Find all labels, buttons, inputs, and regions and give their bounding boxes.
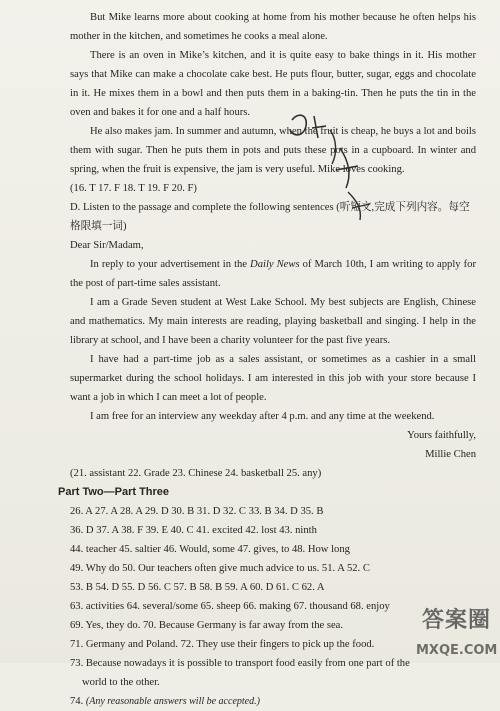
answer-line-26-35: 26. A 27. A 28. A 29. D 30. B 31. D 32. C 33. B 34. D 35. B — [70, 506, 324, 517]
letter-signature: Millie Chen — [425, 449, 476, 460]
answer-73-line-1: 73. Because nowadays it is possible to transport food easily from one part of the — [70, 658, 410, 669]
answer-line-44-48: 44. teacher 45. saltier 46. Would, some 47. gives, to 48. How long — [70, 544, 350, 555]
letter-greeting: Dear Sir/Madam, — [70, 240, 144, 251]
answer-74-note: (Any reasonable answers will be accepted.) — [85, 696, 260, 707]
letter-p1-before: In reply to your advertisement in the — [90, 259, 251, 270]
newspaper-name: Daily News — [250, 259, 300, 270]
watermark-logo: 答案圈 — [422, 608, 492, 633]
answer-line-69-70: 69. Yes, they do. 70. Because Germany is far away from the sea. — [70, 620, 344, 631]
letter-p1-after: of March 10th, I am writing to apply for the post of part-time sales assistant. — [70, 259, 476, 289]
answer-74-number: 74. — [70, 696, 86, 707]
passage-paragraph-3: He also makes jam. In summer and autumn, when the fruit is cheap, he buys a lot and boils them with sugar. Then he puts them in pots and puts these pots in a cupboard. In winter and spring, when the fruit is expensive, the jam is very useful. Mike loves cooking. — [70, 126, 476, 175]
answer-key-16-20: (16. T 17. F 18. T 19. F 20. F) — [70, 183, 197, 194]
passage-paragraph-1: But Mike learns more about cooking at home from his mother because he often helps his mother in the kitchen, and sometimes he cooks a meal alone. — [70, 12, 476, 42]
letter-closing: Yours faithfully, — [407, 430, 476, 441]
letter-paragraph-1 — [70, 255, 476, 293]
answer-line-36-43: 36. D 37. A 38. F 39. E 40. C 41. excited 42. lost 43. ninth — [70, 525, 317, 536]
page-content — [58, 8, 476, 711]
part-title: Part Two—Part Three — [58, 486, 170, 498]
answer-key-21-25: (21. assistant 22. Grade 23. Chinese 24. basketball 25. any) — [70, 468, 322, 479]
letter-paragraph-2: I am a Grade Seven student at West Lake School. My best subjects are English, Chinese and mathematics. My main interests are reading, playing basketball and singing. I help in the library at school, and I have been a charity volunteer for the past five years. — [70, 297, 476, 346]
letter-paragraph-3: I have had a part-time job as a sales assistant, or sometimes as a cashier in a small supermarket during the school holidays. I am interested in this job with your store because I want a job in which I can meet a lot of people. — [70, 354, 476, 403]
answer-73 — [70, 654, 476, 692]
section-d-instruction: D. Listen to the passage and complete the following sentences (听短文,完成下列内容。每空格限填一词) — [70, 202, 470, 232]
watermark-url: MXQE.COM — [416, 643, 498, 658]
passage-paragraph-2: There is an oven in Mike’s kitchen, and it is quite easy to bake things in it. His mother says that Mike can make a chocolate cake best. He puts flour, butter, sugar, eggs and chocolate in it. He mixes them in a bowl and then puts them in a baking-tin. Then he puts the tin in the oven and bakes it for one and a half hours. — [70, 50, 476, 118]
answer-line-71-72: 71. Germany and Poland. 72. They use their fingers to pick up the food. — [70, 639, 375, 650]
answer-74 — [70, 692, 476, 711]
answer-73-line-2: world to the other. — [82, 677, 160, 688]
answer-line-49-52: 49. Why do 50. Our teachers often give much advice to us. 51. A 52. C — [70, 563, 370, 574]
letter-paragraph-4: I am free for an interview any weekday after 4 p.m. and any time at the weekend. — [90, 411, 435, 422]
answer-line-63-68: 63. activities 64. several/some 65. sheep 66. making 67. thousand 68. enjoy — [70, 601, 390, 612]
answer-line-53-62: 53. B 54. D 55. D 56. C 57. B 58. B 59. A 60. D 61. C 62. A — [70, 582, 325, 593]
